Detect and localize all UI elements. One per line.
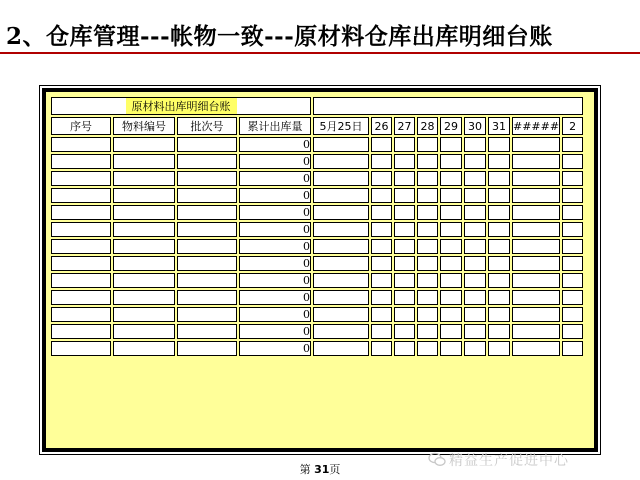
col-header-cumulative-qty: 累计出库量 xyxy=(239,117,311,135)
table-cell[interactable] xyxy=(440,341,462,356)
table-row xyxy=(51,256,583,271)
table-cell[interactable] xyxy=(113,154,175,169)
table-cell[interactable] xyxy=(313,324,369,339)
table-cell[interactable] xyxy=(464,188,486,203)
table-cell[interactable] xyxy=(394,256,415,271)
cumulative-qty-cell[interactable]: 0 xyxy=(239,256,311,271)
table-row xyxy=(51,239,583,254)
col-header-date-overflow: ##### xyxy=(512,117,560,135)
table-cell[interactable] xyxy=(371,222,392,237)
table-cell[interactable] xyxy=(562,341,583,356)
cumulative-qty-cell[interactable]: 0 xyxy=(239,205,311,220)
table-cell[interactable] xyxy=(488,341,510,356)
table-row xyxy=(51,154,583,169)
cumulative-qty-cell[interactable]: 0 xyxy=(239,273,311,288)
col-header-material-code: 物料编号 xyxy=(113,117,175,135)
table-cell[interactable] xyxy=(371,324,392,339)
table-cell[interactable] xyxy=(313,273,369,288)
table-cell[interactable] xyxy=(440,239,462,254)
table-cell[interactable] xyxy=(51,273,111,288)
title-divider xyxy=(0,52,640,54)
col-header-date-31: 31 xyxy=(488,117,510,135)
table-cell[interactable] xyxy=(394,222,415,237)
table-cell[interactable] xyxy=(512,273,560,288)
table-cell[interactable] xyxy=(51,205,111,220)
table-row xyxy=(51,273,583,288)
table-cell[interactable] xyxy=(113,205,175,220)
table-cell[interactable] xyxy=(417,290,438,305)
table-cell[interactable] xyxy=(488,324,510,339)
table-cell[interactable] xyxy=(113,256,175,271)
slide-title: 2、仓库管理---帐物一致---原材料仓库出库明细台账 xyxy=(6,23,553,50)
table-cell[interactable] xyxy=(562,307,583,322)
ledger-title-cell xyxy=(51,97,311,115)
watermark xyxy=(428,450,569,470)
table-cell[interactable] xyxy=(371,256,392,271)
cumulative-qty-cell[interactable]: 0 xyxy=(239,137,311,152)
table-cell[interactable] xyxy=(440,324,462,339)
table-cell[interactable] xyxy=(562,205,583,220)
table-cell[interactable] xyxy=(177,273,237,288)
table-cell[interactable] xyxy=(464,273,486,288)
table-cell[interactable] xyxy=(177,188,237,203)
table-cell[interactable] xyxy=(371,205,392,220)
table-cell[interactable] xyxy=(440,290,462,305)
ledger-title: 原材料出库明细台账 xyxy=(126,98,237,115)
table-cell[interactable] xyxy=(177,256,237,271)
table-cell[interactable] xyxy=(488,222,510,237)
table-cell[interactable] xyxy=(562,324,583,339)
table-cell[interactable] xyxy=(512,256,560,271)
table-cell[interactable] xyxy=(313,154,369,169)
table-cell[interactable] xyxy=(113,137,175,152)
table-cell[interactable] xyxy=(371,273,392,288)
table-cell[interactable] xyxy=(512,188,560,203)
table-cell[interactable] xyxy=(417,222,438,237)
table-cell[interactable] xyxy=(394,205,415,220)
table-cell[interactable] xyxy=(464,154,486,169)
table-cell[interactable] xyxy=(512,341,560,356)
table-cell[interactable] xyxy=(113,341,175,356)
table-cell[interactable] xyxy=(464,341,486,356)
table-cell[interactable] xyxy=(51,188,111,203)
table-row xyxy=(51,324,583,339)
table-cell[interactable] xyxy=(562,137,583,152)
table-cell[interactable] xyxy=(417,273,438,288)
table-row xyxy=(51,290,583,305)
cumulative-qty-cell[interactable]: 0 xyxy=(239,341,311,356)
table-cell[interactable] xyxy=(464,290,486,305)
table-cell[interactable] xyxy=(464,205,486,220)
table-cell[interactable] xyxy=(464,324,486,339)
table-cell[interactable] xyxy=(488,256,510,271)
table-cell[interactable] xyxy=(394,154,415,169)
cumulative-qty-cell[interactable]: 0 xyxy=(239,154,311,169)
table-cell[interactable] xyxy=(394,307,415,322)
table-cell[interactable] xyxy=(417,324,438,339)
table-cell[interactable] xyxy=(562,188,583,203)
table-cell[interactable] xyxy=(464,307,486,322)
table-cell[interactable] xyxy=(512,307,560,322)
table-cell[interactable] xyxy=(51,154,111,169)
table-cell[interactable] xyxy=(512,324,560,339)
table-cell[interactable] xyxy=(371,137,392,152)
table-cell[interactable] xyxy=(464,171,486,186)
table-cell[interactable] xyxy=(313,307,369,322)
table-cell[interactable] xyxy=(51,137,111,152)
table-cell[interactable] xyxy=(562,239,583,254)
table-cell[interactable] xyxy=(440,273,462,288)
table-cell[interactable] xyxy=(313,341,369,356)
table-cell[interactable] xyxy=(512,222,560,237)
table-cell[interactable] xyxy=(464,239,486,254)
table-cell[interactable] xyxy=(394,290,415,305)
table-cell[interactable] xyxy=(417,256,438,271)
table-cell[interactable] xyxy=(440,205,462,220)
table-cell[interactable] xyxy=(113,324,175,339)
table-cell[interactable] xyxy=(512,290,560,305)
table-cell[interactable] xyxy=(440,307,462,322)
col-header-date-2: 2 xyxy=(562,117,583,135)
table-cell[interactable] xyxy=(562,256,583,271)
table-cell[interactable] xyxy=(394,188,415,203)
table-cell[interactable] xyxy=(417,137,438,152)
ledger-header-row xyxy=(51,117,583,135)
table-cell[interactable] xyxy=(313,137,369,152)
table-cell[interactable] xyxy=(512,154,560,169)
table-cell[interactable] xyxy=(394,137,415,152)
page-prefix: 第 xyxy=(299,463,315,476)
table-cell[interactable] xyxy=(488,290,510,305)
table-cell[interactable] xyxy=(562,171,583,186)
table-row xyxy=(51,188,583,203)
table-cell[interactable] xyxy=(488,307,510,322)
table-cell[interactable] xyxy=(417,307,438,322)
table-cell[interactable] xyxy=(371,239,392,254)
cumulative-qty-cell[interactable]: 0 xyxy=(239,222,311,237)
table-cell[interactable] xyxy=(313,188,369,203)
table-cell[interactable] xyxy=(177,307,237,322)
watermark-text: 精益生产促进中心 xyxy=(449,453,569,469)
col-header-seq: 序号 xyxy=(51,117,111,135)
table-cell[interactable] xyxy=(313,256,369,271)
table-cell[interactable] xyxy=(512,239,560,254)
table-cell[interactable] xyxy=(177,171,237,186)
ledger-title-blank-cell xyxy=(313,97,583,115)
table-cell[interactable] xyxy=(177,205,237,220)
table-cell[interactable] xyxy=(177,290,237,305)
table-cell[interactable] xyxy=(177,222,237,237)
table-cell[interactable] xyxy=(394,239,415,254)
table-cell[interactable] xyxy=(417,154,438,169)
table-row xyxy=(51,307,583,322)
table-cell[interactable] xyxy=(371,341,392,356)
table-cell[interactable] xyxy=(417,239,438,254)
table-cell[interactable] xyxy=(51,171,111,186)
table-cell[interactable] xyxy=(177,324,237,339)
table-cell[interactable] xyxy=(177,137,237,152)
table-cell[interactable] xyxy=(113,239,175,254)
col-header-date-27: 27 xyxy=(394,117,415,135)
table-cell[interactable] xyxy=(562,154,583,169)
table-cell[interactable] xyxy=(417,341,438,356)
table-cell[interactable] xyxy=(417,171,438,186)
table-cell[interactable] xyxy=(488,188,510,203)
table-cell[interactable] xyxy=(113,273,175,288)
table-cell[interactable] xyxy=(440,137,462,152)
table-cell[interactable] xyxy=(51,341,111,356)
table-cell[interactable] xyxy=(394,171,415,186)
ledger-title-row xyxy=(51,97,583,115)
table-cell[interactable] xyxy=(512,137,560,152)
table-cell[interactable] xyxy=(313,171,369,186)
table-cell[interactable] xyxy=(440,256,462,271)
table-row xyxy=(51,137,583,152)
page-number: 31 xyxy=(314,463,330,476)
table-cell[interactable] xyxy=(51,222,111,237)
table-cell[interactable] xyxy=(313,290,369,305)
table-cell[interactable] xyxy=(488,154,510,169)
table-cell[interactable] xyxy=(562,222,583,237)
table-cell[interactable] xyxy=(464,137,486,152)
table-cell[interactable] xyxy=(488,137,510,152)
table-cell[interactable] xyxy=(394,324,415,339)
table-cell[interactable] xyxy=(177,341,237,356)
table-cell[interactable] xyxy=(512,171,560,186)
table-cell[interactable] xyxy=(562,273,583,288)
table-cell[interactable] xyxy=(371,307,392,322)
cumulative-qty-cell[interactable]: 0 xyxy=(239,188,311,203)
table-row xyxy=(51,171,583,186)
col-header-date-may25: 5月25日 xyxy=(313,117,369,135)
table-cell[interactable] xyxy=(177,154,237,169)
table-cell[interactable] xyxy=(51,307,111,322)
cumulative-qty-cell[interactable]: 0 xyxy=(239,171,311,186)
table-cell[interactable] xyxy=(488,273,510,288)
cumulative-qty-cell[interactable]: 0 xyxy=(239,324,311,339)
table-cell[interactable] xyxy=(313,222,369,237)
cumulative-qty-cell[interactable]: 0 xyxy=(239,307,311,322)
ledger-table xyxy=(49,95,585,358)
table-cell[interactable] xyxy=(371,154,392,169)
table-cell[interactable] xyxy=(371,171,392,186)
table-cell[interactable] xyxy=(371,188,392,203)
table-cell[interactable] xyxy=(488,171,510,186)
table-cell[interactable] xyxy=(51,324,111,339)
table-cell[interactable] xyxy=(51,256,111,271)
table-cell[interactable] xyxy=(440,154,462,169)
table-cell[interactable] xyxy=(113,222,175,237)
table-cell[interactable] xyxy=(313,205,369,220)
table-cell[interactable] xyxy=(394,341,415,356)
table-cell[interactable] xyxy=(440,171,462,186)
table-cell[interactable] xyxy=(113,188,175,203)
table-cell[interactable] xyxy=(488,205,510,220)
table-cell[interactable] xyxy=(440,188,462,203)
col-header-date-29: 29 xyxy=(440,117,462,135)
cumulative-qty-cell[interactable]: 0 xyxy=(239,290,311,305)
table-cell[interactable] xyxy=(440,222,462,237)
table-cell[interactable] xyxy=(51,290,111,305)
table-cell[interactable] xyxy=(313,239,369,254)
table-cell[interactable] xyxy=(394,273,415,288)
col-header-date-26: 26 xyxy=(371,117,392,135)
col-header-date-30: 30 xyxy=(464,117,486,135)
table-row xyxy=(51,341,583,356)
table-cell[interactable] xyxy=(417,205,438,220)
table-cell[interactable] xyxy=(417,188,438,203)
col-header-date-28: 28 xyxy=(417,117,438,135)
wechat-icon xyxy=(428,452,446,467)
table-cell[interactable] xyxy=(371,290,392,305)
table-row xyxy=(51,222,583,237)
table-cell[interactable] xyxy=(464,256,486,271)
table-cell[interactable] xyxy=(177,239,237,254)
table-cell[interactable] xyxy=(113,290,175,305)
table-cell[interactable] xyxy=(512,205,560,220)
table-cell[interactable] xyxy=(113,307,175,322)
table-row xyxy=(51,205,583,220)
table-cell[interactable] xyxy=(51,239,111,254)
col-header-batch-no: 批次号 xyxy=(177,117,237,135)
table-cell[interactable] xyxy=(488,239,510,254)
table-cell[interactable] xyxy=(562,290,583,305)
page-suffix: 页 xyxy=(329,463,341,476)
cumulative-qty-cell[interactable]: 0 xyxy=(239,239,311,254)
table-cell[interactable] xyxy=(113,171,175,186)
table-cell[interactable] xyxy=(464,222,486,237)
